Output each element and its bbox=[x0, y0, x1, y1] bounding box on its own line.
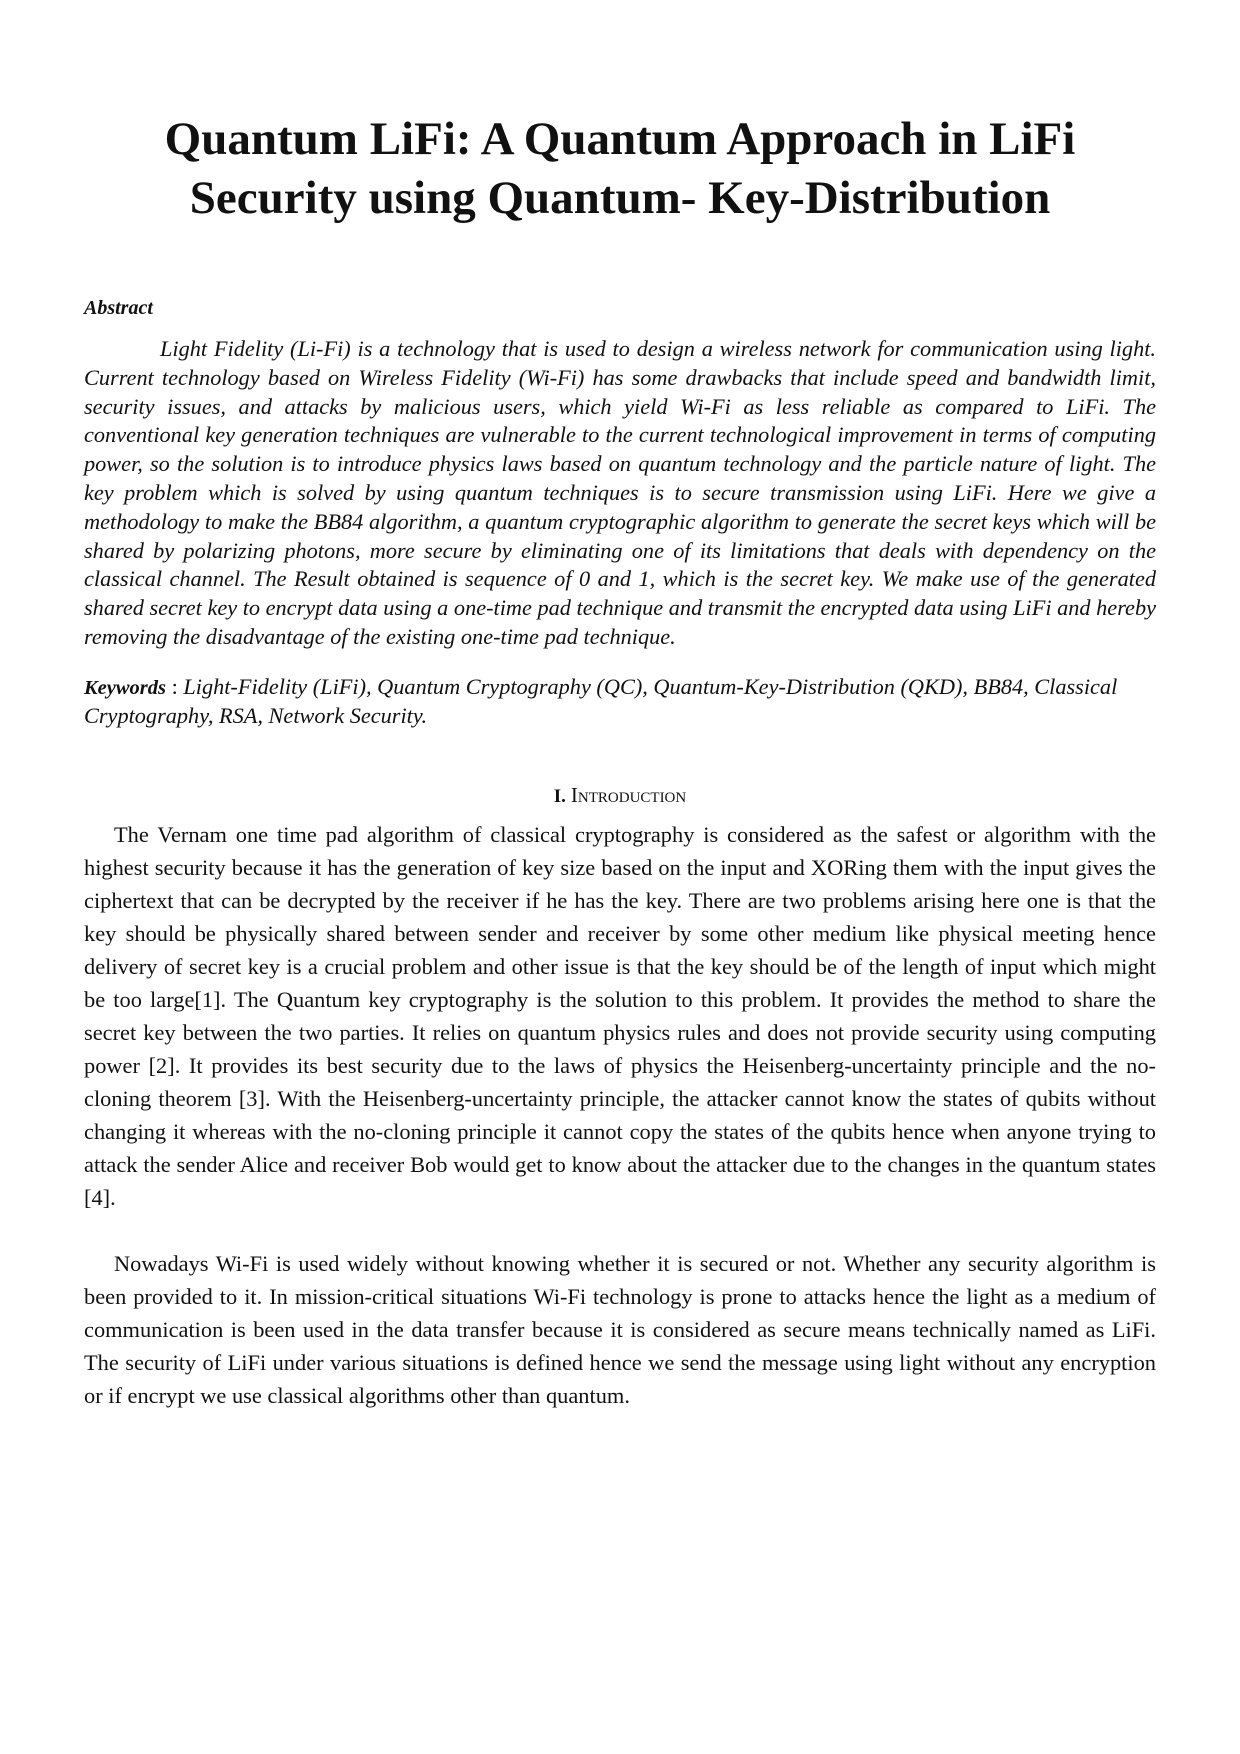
keywords-label: Keywords bbox=[84, 676, 166, 699]
abstract-body: Light Fidelity (Li-Fi) is a technology that is used to design a wireless network for communication using light. Current technology based on Wireless Fidelity (Wi-Fi) has some drawbacks that include speed and bandwidth limit, security issues, and attacks by malicious users, which yield Wi-Fi as less reliable as compared to LiFi. The conventional key generation techniques are vulnerable to the current technological improvement in terms of computing power, so the solution is to introduce physics laws based on quantum technology and the particle nature of light. The key problem which is solved by using quantum techniques is to secure transmission using LiFi. Here we give a methodology to make the BB84 algorithm, a quantum cryptographic algorithm to generate the secret keys which will be shared by polarizing photons, more secure by eliminating one of its limitations that deals with dependency on the classical channel. The Result obtained is sequence of 0 and 1, which is the secret key. We make use of the generated shared secret key to encrypt data using a one-time pad technique and transmit the encrypted data using LiFi and hereby removing the disadvantage of the existing one-time pad technique. bbox=[84, 336, 1156, 649]
keywords-separator: : bbox=[166, 673, 184, 699]
section-heading bbox=[84, 783, 1156, 809]
paper-title: Quantum LiFi: A Quantum Approach in LiFi Security using Quantum- Key-Distribution bbox=[164, 113, 1076, 224]
keywords-block bbox=[84, 673, 1156, 731]
section-title: Introduction bbox=[570, 782, 687, 807]
section-number: I. bbox=[553, 785, 566, 807]
body-paragraph: Nowadays Wi-Fi is used widely without knowing whether it is secured or not. Whether any security algorithm is been provided to it. In mission-critical situations Wi-Fi technology is prone to attacks hence the light as a medium of communication is been used in the data transfer because it is considered as secure means technically named as LiFi. The security of LiFi under various situations is defined hence we send the message using light without any encryption or if encrypt we use classical algorithms other than quantum. bbox=[84, 1250, 1156, 1408]
abstract-heading: Abstract bbox=[84, 297, 153, 319]
paper-page bbox=[84, 110, 1156, 1412]
keywords-text: Light-Fidelity (LiFi), Quantum Cryptography (QC), Quantum-Key-Distribution (QKD), BB84, Classical Cryptography, RSA, Network Security. bbox=[84, 673, 1118, 729]
body-paragraph: The Vernam one time pad algorithm of classical cryptography is considered as the safest or algorithm with the highest security because it has the generation of key size based on the input and XORing them with the input gives the ciphertext that can be decrypted by the receiver if he has the key. There are two problems arising here one is that the key should be physically shared between sender and receiver by some other medium like physical meeting hence delivery of secret key is a crucial problem and other issue is that the key should be of the length of input which might be too large[1]. The Quantum key cryptography is the solution to this problem. It provides the method to share the secret key between the two parties. It relies on quantum physics rules and does not provide security using computing power [2]. It provides its best security due to the laws of physics the Heisenberg-uncertainty principle and the no-cloning theorem [3]. With the Heisenberg-uncertainty principle, the attacker cannot know the states of qubits without changing it whereas with the no-cloning principle it cannot copy the states of the qubits hence when anyone trying to attack the sender Alice and receiver Bob would get to know about the attacker due to the changes in the quantum states [4]. bbox=[84, 821, 1156, 1210]
